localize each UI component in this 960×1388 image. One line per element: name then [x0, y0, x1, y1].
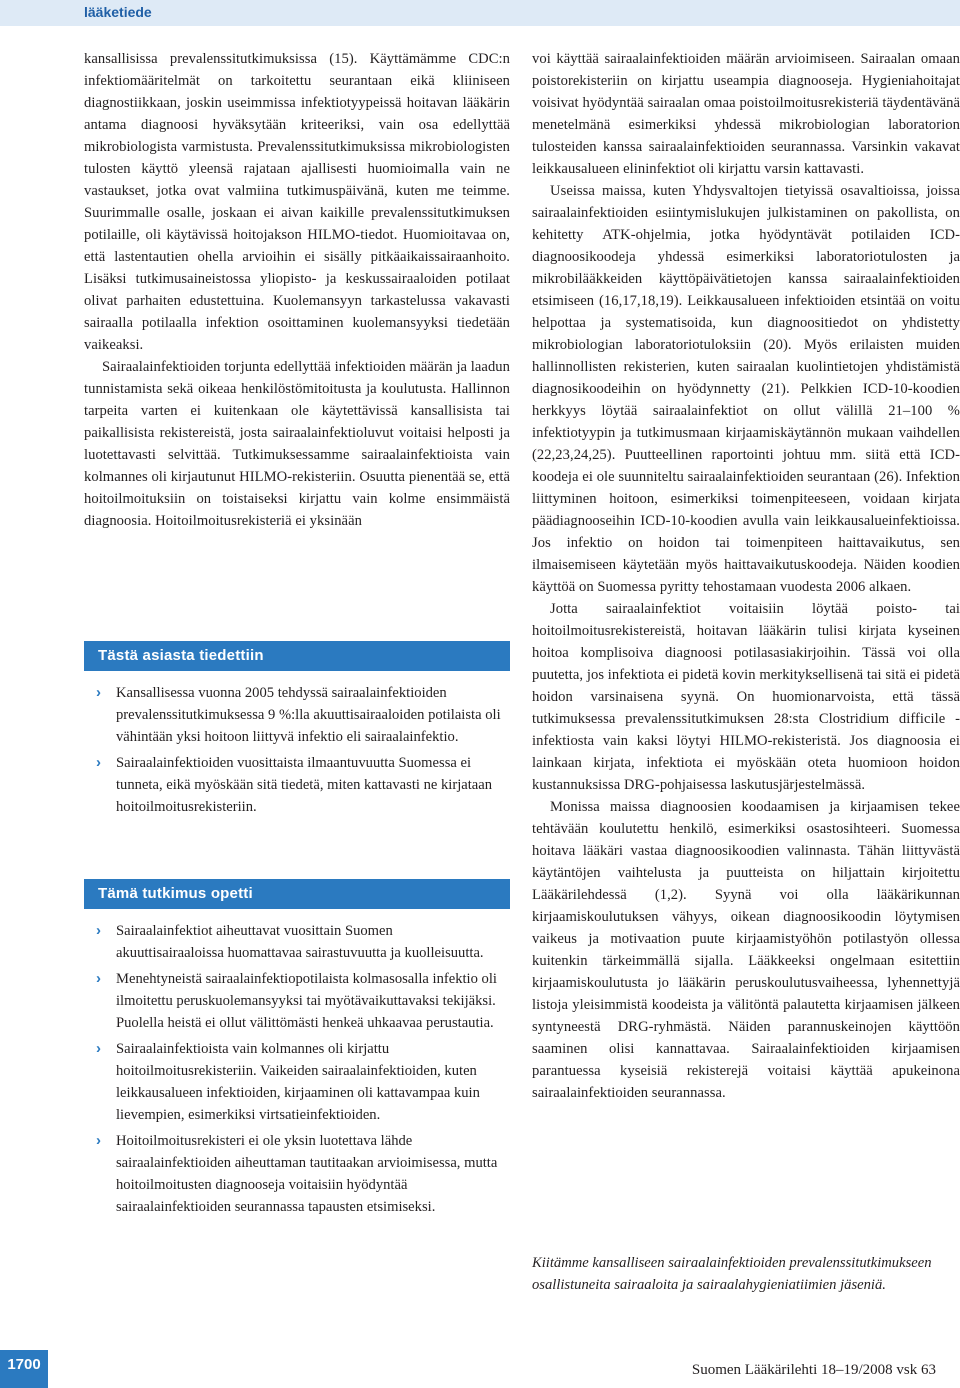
known-facts-box-title: Tästä asiasta tiedettiin	[84, 641, 510, 671]
chevron-right-icon: ›	[96, 684, 101, 701]
section-header	[0, 0, 960, 26]
chevron-right-icon: ›	[96, 1040, 101, 1057]
list-item	[84, 1038, 504, 1126]
list-item-text: Sairaalainfektiot aiheuttavat vuosittain Suomen akuuttisairaaloissa huomattavaa sairastuvuutta ja kuolleisuutta.	[116, 923, 484, 961]
journal-citation: Suomen Lääkärilehti 18–19/2008 vsk 63	[691, 1362, 936, 1378]
list-item	[84, 682, 504, 748]
section-label: lääketiede	[84, 4, 152, 20]
right-paragraph-3: Jotta sairaalainfektiot voitaisiin löytää poisto- tai hoitoilmoitusrekistereistä, hoitavan lääkärin tulisi kirjata kyseinen hoitoa komplisoiva diagnoosi potilasasiakirjoihin. Tässä voi olla puutetta, jos infektiota ei pidetä kovin merkityksellisenä tai sitä ei pidetä hoidon varsinaisena syynä. On huomionarvoista, että tässä tutkimuksessa prevalenssitutkimuksen 28:sta Clostridium difficile -infektiosta vain kaksi löytyi HILMO-rekisteristä. Jos diagnoosia ei lainkaan kirjata, infektiota ei myöskään oteta huomioon hoidon kustannuksissa DRG-pohjaisessa laskutusjärjestelmässä.	[532, 601, 960, 793]
list-item	[84, 752, 504, 818]
chevron-right-icon: ›	[96, 754, 101, 771]
right-paragraph-2: Useissa maissa, kuten Yhdysvaltojen tietyissä osavaltioissa, joissa sairaalainfektioiden esiintymislukujen julkistaminen on pakollista, on kehitetty ATK-ohjelmia, jotka hyödyntävät potilaiden ICD-diagnoosikoodeja yhdessä esimerkiksi laboratoriotulosten ja mikrobilääkkeiden käyttöpäivätietojen kanssa sairaalainfektioiden etsimiseen (16,17,18,19). Leikkausalueen infektioiden etsintää on voitu helpottaa ja systematisoida, kun diagnoositiedot on yhdistetty mikrobiologian laboratoriotuloksiin (20). Myös erilaisten muiden hallinnollisten rekisterien, kuten sairaalan kuolintietojen yhdistämistä diagnosikoodeihin on hyödynnetty (21). Pelkkien ICD-10-koodien herkkyys löytää sairaalainfektiot on ollut välillä 21–100 % infektiotyypin ja tutkimusmaan kirjaamiskäytännön mukaan vaihdellen (22,23,24,25). Puutteellinen raportointi johtuu mm. siitä että ICD-koodeja ei ole suunniteltu sairaalainfektioiden seurantaan (26). Infektion liittyminen hoitoon, esimerkiksi toimenpiteeseen, voidaan kirjata päädiagnooseihin ICD-10-koodien avulla vain leikkausalueinfektioissa. Jos infektio on hoidon tai toimenpiteen haittavaikutus, sen ilmaisemiseen käytetään myös haittavaikutuskoodeja. Näiden koodien käyttöä on Suomessa pyritty tehostamaan vuodesta 2006 alkaen.	[532, 183, 960, 595]
known-facts-list	[84, 682, 504, 822]
list-item	[84, 920, 504, 964]
right-column	[532, 48, 960, 1104]
list-item-text: Menehtyneistä sairaalainfektiopotilaista kolmasosalla infektio oli ilmoitettu peruskuolemansyyksi tai myötävaikuttavaksi tekijäksi. Puolella heistä ei ollut välittömästi henkeä uhkaavaa perustautia.	[116, 971, 497, 1031]
left-paragraph-1: kansallisissa prevalenssitutkimuksissa (15). Käyttämämme CDC:n infektiomääritelmät on tarkoitettu seurantaan eikä kliiniseen diagnostiikkaan, joskin useimmissa infektiotyypeissä hoitavan lääkärin antama diagnoosi hyväksytään kriteeriksi, vain osa edellyttää mikrobiologista varmistusta. Prevalenssitutkimuksissa mikrobiologisten tulosten käyttö yleensä rajataan ajallisesti huomioimalla vain ne vastaukset, jotka ovat valmiina tutkimuspäivänä, kuten me teimme. Suurimmalle osalle, joskaan ei aivan kaikille prevalenssitutkimuksen potilaille, oli käytävissä hoitojakson HILMO-tiedot. Huomioitavaa on, että lastentautien ohella arvioihin ei sisälly pitkäaikaissairaanhoito. Lisäksi tutkimusaineistossa yliopisto- ja keskussairaaloiden potilaat olivat parhaiten edustettuina. Kuolemansyyn tarkastelussa vakavasti sairaalla potilaalla infektion osoittaminen kuolemansyyksi tiedetään vaikeaksi.	[84, 51, 510, 353]
right-paragraph-4: Monissa maissa diagnoosien koodaamisen ja kirjaamisen tekee tehtävään koulutettu henkilö, esimerkiksi osastosihteeri. Suomessa hoitava lääkäri vastaa diagnoosikoodien valinnasta. Tähän liittyvästä käytäntöjen vaihtelusta ja puutteista on hiljattain kirjoitettu Lääkärilehdessä (1,2). Syynä voi olla lääkärikunnan kirjaamiskoulutuksen vähyys, oikean diagnoosikoodin löytymisen vaikeus ja motivaation puute kirjaamistyöhön potilastyön ollessa kuitenkin tärkeimmällä sijalla. Lääkkeeksi ongelmaan esitettiin kirjaamiskoulutusta jo lääkärin peruskoulutusvaiheessa, lyhennettyjä listoja yleisimmistä koodeista ja välitöntä palautetta kirjaamisen jälkeen syntyneestä DRG-ryhmästä. Näiden parannuskeinojen käyttöön saaminen olisi kannattavaa. Sairaalainfektioiden kirjaamisen parantuessa kyseisiä rekisterejä voitaisi käyttää apukeinona sairaalainfektioiden seurannassa.	[532, 799, 960, 1101]
chevron-right-icon: ›	[96, 922, 101, 939]
list-item	[84, 968, 504, 1034]
chevron-right-icon: ›	[96, 970, 101, 987]
page-number: 1700	[0, 1350, 48, 1388]
study-findings-list	[84, 920, 504, 1222]
right-paragraph-1: voi käyttää sairaalainfektioiden määrän arvioimiseen. Sairaalan omaan poistorekisteriin on kirjattu useampia diagnooseja. Hygieniahoitajat voisivat hyödyntää sairaalan omaa poistoilmoitusrekisteriä täydentävänä menetelmänä esimerkiksi yhdessä mikrobiologian laboratorion tulosteiden kanssa sairaalainfektioiden seurannassa. Varsinkin vakavat leikkausalueen elininfektiot oli kirjattu varsin kattavasti.	[532, 51, 960, 177]
chevron-right-icon: ›	[96, 1132, 101, 1149]
left-paragraph-2: Sairaalainfektioiden torjunta edellyttää infektioiden määrän ja laadun tunnistamista sekä oikeaa henkilöstömitoitusta ja koulutusta. Hallinnon tarpeita varten ei kuitenkaan ole käytettävissä kansallisista tai paikallisista rekistereistä, josta sairaalainfektioluvut voitaisi helposti ja luotettavasti selvittää. Tutkimuksessamme sairaalainfektioista vain kolmannes oli kirjautunut HILMO-rekisteriin. Osuutta pienentää se, että hoitoilmoituksiin on toistaiseksi kirjattu vain kolme ensimmäistä diagnoosia. Hoitoilmoitusrekisteriä ei yksinään	[84, 359, 510, 529]
acknowledgement: Kiitämme kansalliseen sairaalainfektioiden prevalenssitutkimukseen osallistuneita sairaaloita ja sairaalahygieniatiimien jäseniä.	[532, 1255, 932, 1293]
list-item	[84, 1130, 504, 1218]
left-column	[84, 48, 510, 532]
study-findings-box-title: Tämä tutkimus opetti	[84, 879, 510, 909]
list-item-text: Sairaalainfektioista vain kolmannes oli kirjattu hoitoilmoitusrekisteriin. Vaikeiden sairaalainfektioiden, kuten leikkausalueen infektioiden, kirjaaminen oli kattavampaa kuin lievempien, esimerkiksi virtsatieinfektioiden.	[116, 1041, 480, 1123]
list-item-text: Hoitoilmoitusrekisteri ei ole yksin luotettava lähde sairaalainfektioiden aiheuttaman tautitaakan arvioimisessa, mutta hoitoilmoitusten diagnooseja voitaisiin hyödyntää sairaalainfektioiden seurannassa tapausten etsimiseksi.	[116, 1133, 498, 1215]
list-item-text: Kansallisessa vuonna 2005 tehdyssä sairaalainfektioiden prevalenssitutkimuksessa 9 %:lla akuuttisairaaloiden potilaista oli vähintään yksi hoitoon liittyvä infektio eli sairaalainfektio.	[116, 685, 501, 745]
list-item-text: Sairaalainfektioiden vuosittaista ilmaantuvuutta Suomessa ei tunneta, eikä myöskään sitä tiedetä, miten kattavasti ne kirjataan hoitoilmoitusrekisteriin.	[116, 755, 493, 815]
